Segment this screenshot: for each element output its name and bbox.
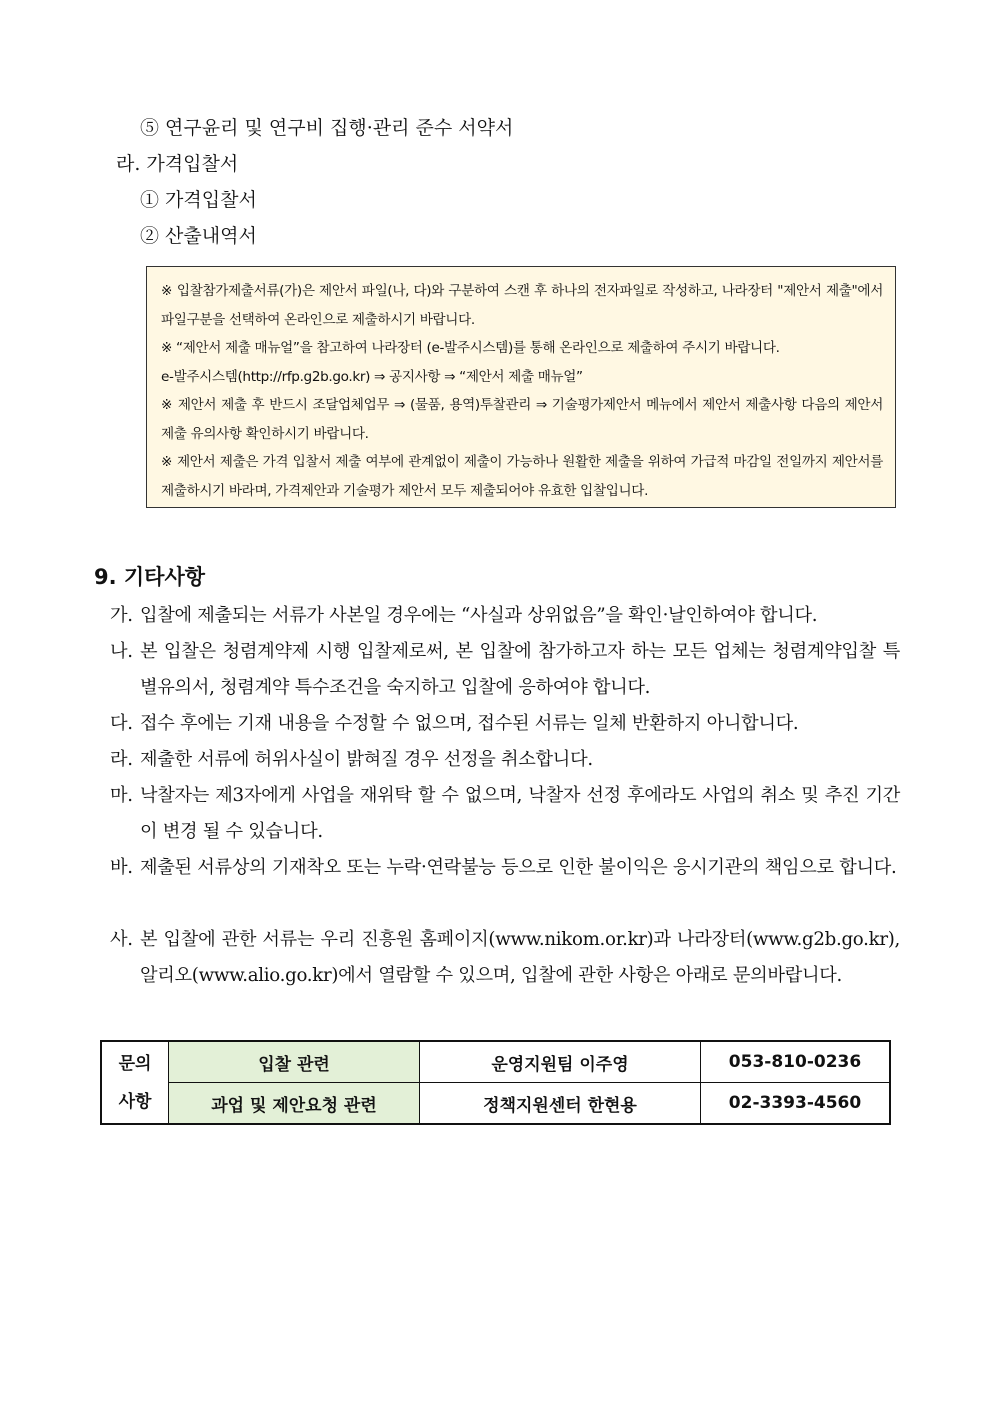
contact-phone-cell: 02-3393-4560 <box>701 1083 891 1125</box>
list-item <box>110 634 900 706</box>
contact-label-line-2: 사항 <box>118 1091 152 1112</box>
item-marker: 마. <box>110 785 133 806</box>
item-text: 제출된 서류상의 기재착오 또는 누락·연락불능 등으로 인한 불이익은 응시기관의 책임으로 합니다. <box>140 857 897 878</box>
list-item-1: ① 가격입찰서 <box>140 189 257 211</box>
section-9-title: 9. 기타사항 <box>94 565 206 589</box>
contact-table <box>100 1040 891 1125</box>
item-text: 본 입찰에 관한 서류는 우리 진흥원 홈페이지(www.nikom.or.kr)과 나라장터(www.g2b.go.kr), 알리오(www.alio.go.kr)에서 열람할 수 있으며, 입찰에 관한 사항은 아래로 문의바랍니다. <box>140 929 900 986</box>
list-item <box>110 778 900 850</box>
list-item <box>110 922 900 994</box>
notice-paragraph-4: ※ 제안서 제출 후 반드시 조달업체업무 ⇒ (물품, 용역)투찰관리 ⇒ 기술평가제안서 메뉴에서 제안서 제출사항 다음의 제안서 제출 유의사항 확인하시기 바랍니다. <box>161 397 883 442</box>
contact-person-cell: 정책지원센터 한현용 <box>420 1083 701 1125</box>
item-marker: 가. <box>110 605 133 626</box>
section-ra-heading: 라. 가격입찰서 <box>116 153 239 175</box>
contact-topic-cell: 입찰 관련 <box>169 1041 420 1083</box>
contact-topic-cell: 과업 및 제안요청 관련 <box>169 1083 420 1125</box>
notice-paragraph-2: ※ “제안서 제출 매뉴얼”을 참고하여 나라장터 (e-발주시스템)를 통해 온라인으로 제출하여 주시기 바랍니다. <box>161 340 780 356</box>
item-marker: 다. <box>110 713 133 734</box>
notice-box <box>146 266 896 508</box>
item-text: 본 입찰은 청렴계약제 시행 입찰제로써, 본 입찰에 참가하고자 하는 모든 업체는 청렴계약입찰 특별유의서, 청렴계약 특수조건을 숙지하고 입찰에 응하여야 합니다. <box>140 641 900 698</box>
table-row <box>101 1083 890 1125</box>
list-item <box>110 598 900 634</box>
item-marker: 사. <box>110 929 133 950</box>
notice-paragraph-1: ※ 입찰참가제출서류(가)은 제안서 파일(나, 다)와 구분하여 스캔 후 하나의 전자파일로 작성하고, 나라장터 "제안서 제출"에서 파일구분을 선택하여 온라인으로 제출하시기 바랍니다. <box>161 283 883 328</box>
item-text: 입찰에 제출되는 서류가 사본일 경우에는 “사실과 상위없음”을 확인·날인하여야 합니다. <box>140 605 818 626</box>
contact-person-cell: 운영지원팀 이주영 <box>420 1041 701 1083</box>
list-item-5: ⑤ 연구윤리 및 연구비 집행·관리 준수 서약서 <box>140 117 514 139</box>
contact-label-cell <box>101 1041 169 1124</box>
item-text: 제출한 서류에 허위사실이 밝혀질 경우 선정을 취소합니다. <box>140 749 593 770</box>
list-item <box>110 850 900 886</box>
list-item <box>110 742 900 778</box>
item-text: 낙찰자는 제3자에게 사업을 재위탁 할 수 없으며, 낙찰자 선정 후에라도 사업의 취소 및 추진 기간이 변경 될 수 있습니다. <box>140 785 900 842</box>
item-marker: 바. <box>110 857 133 878</box>
list-item <box>110 706 900 742</box>
contact-label-line-1: 문의 <box>118 1053 152 1074</box>
item-marker: 나. <box>110 641 133 662</box>
notice-paragraph-5: ※ 제안서 제출은 가격 입찰서 제출 여부에 관계없이 제출이 가능하나 원활한 제출을 위하여 가급적 마감일 전일까지 제안서를 제출하시기 바라며, 가격제안과 기술평가 제안서 모두 제출되어야 유효한 입찰입니다. <box>161 454 883 499</box>
contact-phone-cell: 053-810-0236 <box>701 1041 891 1083</box>
list-item-2: ② 산출내역서 <box>140 225 257 247</box>
item-text: 접수 후에는 기재 내용을 수정할 수 없으며, 접수된 서류는 일체 반환하지 아니합니다. <box>140 713 799 734</box>
item-marker: 라. <box>110 749 133 770</box>
table-row <box>101 1041 890 1083</box>
notice-paragraph-3: e-발주시스템(http://rfp.g2b.go.kr) ⇒ 공지사항 ⇒ “제안서 제출 매뉴얼” <box>161 368 583 385</box>
